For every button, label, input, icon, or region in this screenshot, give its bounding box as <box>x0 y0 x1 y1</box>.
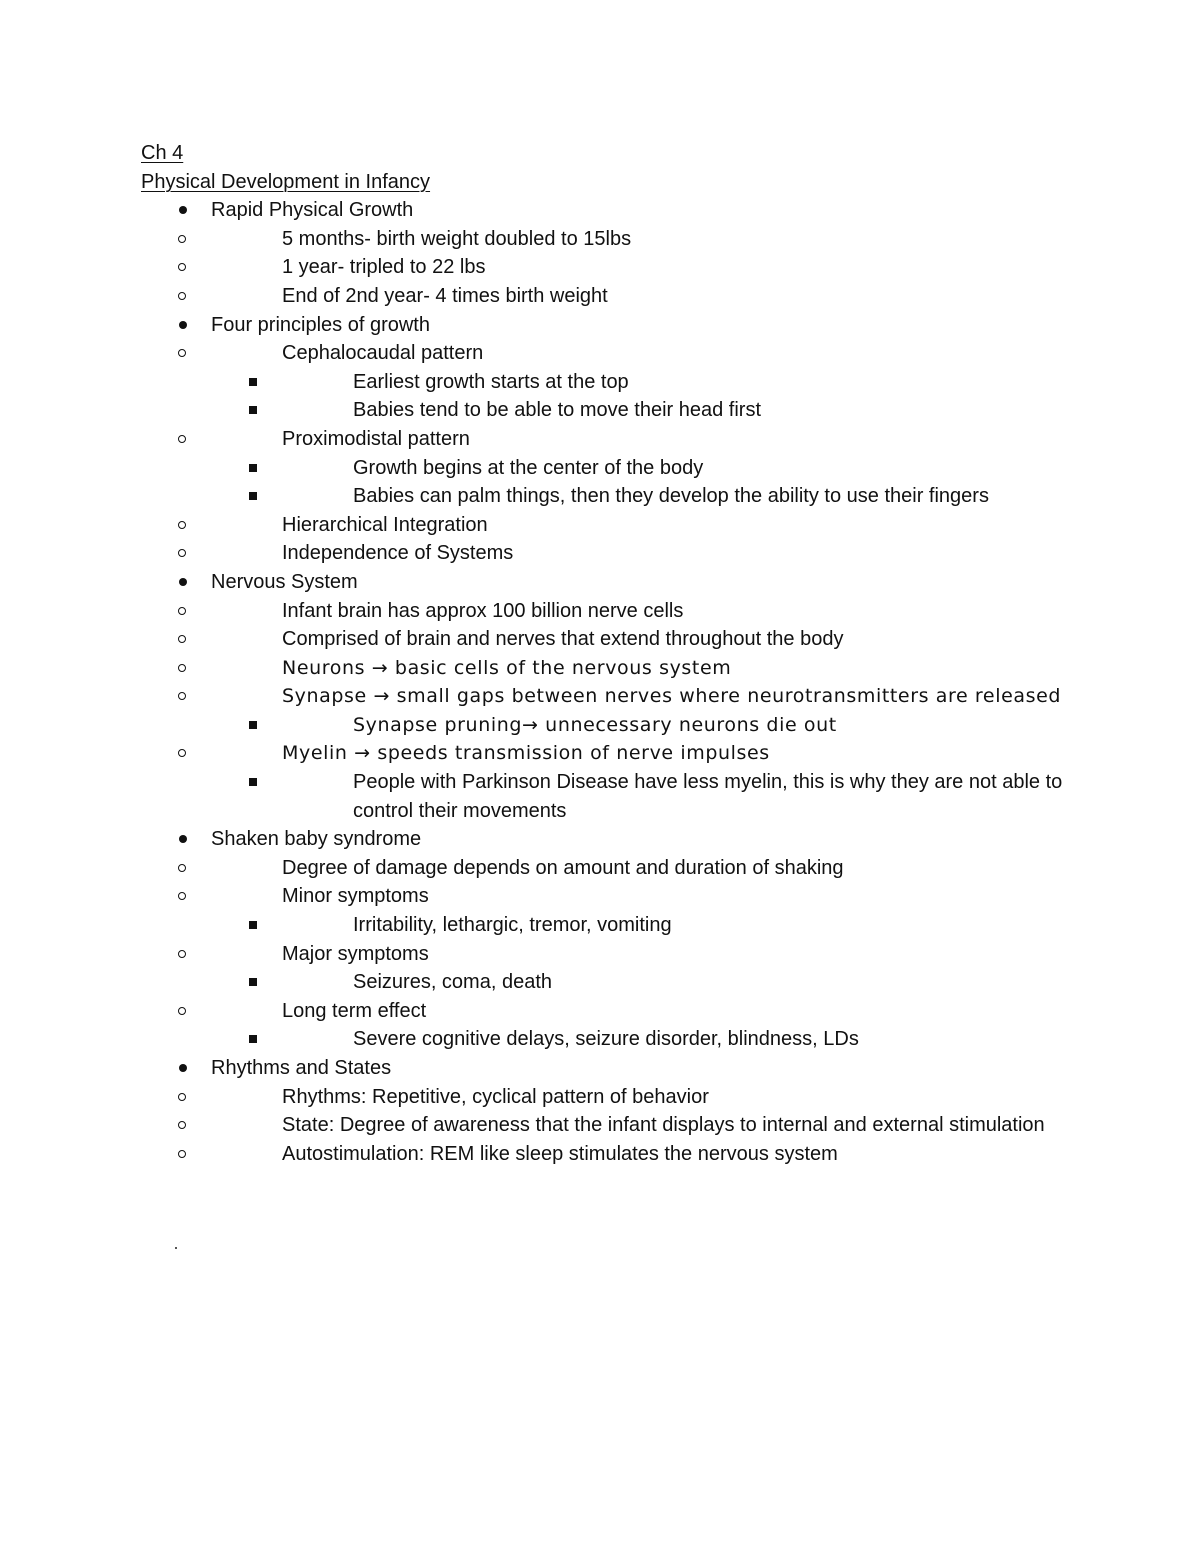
item-text: Severe cognitive delays, seizure disorder, blindness, LDs <box>353 1028 859 1051</box>
list-item <box>211 1111 1071 1140</box>
section-item <box>141 1054 1071 1168</box>
item-text: Babies can palm things, then they develop the ability to use their fingers <box>353 485 989 508</box>
list-item <box>211 682 1071 739</box>
circle-bullet-icon <box>178 521 186 529</box>
circle-bullet-icon <box>178 435 186 443</box>
bullet-icon <box>179 1064 187 1072</box>
circle-bullet-icon <box>178 864 186 872</box>
circle-bullet-icon <box>178 1093 186 1101</box>
circle-bullet-icon <box>178 235 186 243</box>
circle-bullet-icon <box>178 292 186 300</box>
sublist <box>211 225 1071 311</box>
list-item <box>211 282 1071 311</box>
square-bullet-icon <box>249 1035 257 1043</box>
circle-bullet-icon <box>178 1121 186 1129</box>
list-item <box>211 597 1071 626</box>
section-item <box>141 568 1071 825</box>
list-item <box>282 396 1071 425</box>
circle-bullet-icon <box>178 950 186 958</box>
circle-bullet-icon <box>178 692 186 700</box>
square-bullet-icon <box>249 921 257 929</box>
item-text: Neurons → basic cells of the nervous system <box>282 656 732 679</box>
list-item <box>211 940 1071 997</box>
list-item <box>282 968 1071 997</box>
stray-dot <box>175 1247 177 1249</box>
list-item <box>282 911 1071 940</box>
sublist <box>282 368 1071 425</box>
item-text: Degree of damage depends on amount and duration of shaking <box>282 856 844 879</box>
circle-bullet-icon <box>178 1150 186 1158</box>
list-item <box>211 425 1071 511</box>
list-item <box>211 511 1071 540</box>
circle-bullet-icon <box>178 349 186 357</box>
list-item <box>282 1025 1071 1054</box>
bullet-icon <box>179 578 187 586</box>
page-title: Physical Development in Infancy <box>141 170 431 193</box>
list-item <box>282 368 1071 397</box>
item-text: Cephalocaudal pattern <box>282 342 484 365</box>
circle-bullet-icon <box>178 635 186 643</box>
item-text: Proximodistal pattern <box>282 427 470 450</box>
sublist <box>282 1025 1071 1054</box>
item-text: Major symptoms <box>282 942 429 965</box>
item-text: 1 year- tripled to 22 lbs <box>282 256 486 279</box>
list-item <box>211 739 1071 825</box>
section-label: Four principles of growth <box>211 313 430 336</box>
list-item <box>211 539 1071 568</box>
section-label: Rhythms and States <box>211 1057 392 1079</box>
list-item <box>282 768 1071 825</box>
list-item <box>211 1083 1071 1112</box>
item-text: Myelin → speeds transmission of nerve impulses <box>282 742 770 765</box>
item-text: People with Parkinson Disease have less myelin, this is why they are not able to control their movements <box>353 771 1063 822</box>
item-text: Infant brain has approx 100 billion nerve cells <box>282 599 684 622</box>
item-text: Earliest growth starts at the top <box>353 370 629 393</box>
sublist <box>211 339 1071 568</box>
sublist <box>282 768 1071 825</box>
item-text: Hierarchical Integration <box>282 513 488 536</box>
circle-bullet-icon <box>178 263 186 271</box>
sublist <box>282 454 1071 511</box>
list-item <box>211 854 1071 883</box>
square-bullet-icon <box>249 721 257 729</box>
square-bullet-icon <box>249 464 257 472</box>
item-text: State: Degree of awareness that the infant displays to internal and external stimulation <box>282 1114 1045 1137</box>
outline-list <box>141 196 1071 1168</box>
bullet-icon <box>179 321 187 329</box>
item-text: Independence of Systems <box>282 542 514 565</box>
sublist <box>211 1083 1071 1169</box>
notes-body <box>141 139 1071 1168</box>
circle-bullet-icon <box>178 892 186 900</box>
list-item <box>211 654 1071 683</box>
list-item <box>211 882 1071 939</box>
list-item <box>211 625 1071 654</box>
sublist <box>211 597 1071 826</box>
section-label: Shaken baby syndrome <box>211 828 422 851</box>
item-text: End of 2nd year- 4 times birth weight <box>282 284 608 307</box>
section-item <box>141 311 1071 568</box>
item-text: Comprised of brain and nerves that extend throughout the body <box>282 628 844 651</box>
list-item <box>282 454 1071 483</box>
square-bullet-icon <box>249 978 257 986</box>
square-bullet-icon <box>249 406 257 414</box>
sublist <box>282 711 1071 740</box>
item-text: 5 months- birth weight doubled to 15lbs <box>282 227 632 250</box>
bullet-icon <box>179 206 187 214</box>
section-item <box>141 196 1071 310</box>
sublist <box>282 968 1071 997</box>
item-text: Synapse → small gaps between nerves where neurotransmitters are released <box>282 685 1062 708</box>
list-item <box>211 339 1071 425</box>
item-text: Babies tend to be able to move their head first <box>353 399 762 422</box>
list-item <box>211 1140 1071 1169</box>
sublist <box>211 854 1071 1054</box>
list-item <box>282 482 1071 511</box>
item-text: Growth begins at the center of the body <box>353 456 704 479</box>
item-text: Autostimulation: REM like sleep stimulates the nervous system <box>282 1142 838 1165</box>
list-item <box>211 253 1071 282</box>
list-item <box>211 997 1071 1054</box>
circle-bullet-icon <box>178 1007 186 1015</box>
section-item <box>141 825 1071 1054</box>
circle-bullet-icon <box>178 549 186 557</box>
square-bullet-icon <box>249 492 257 500</box>
item-text: Long term effect <box>282 999 427 1022</box>
item-text: Synapse pruning→ unnecessary neurons die out <box>353 713 837 736</box>
circle-bullet-icon <box>178 607 186 615</box>
list-item <box>211 225 1071 254</box>
square-bullet-icon <box>249 378 257 386</box>
section-label: Nervous System <box>211 570 358 593</box>
item-text: Seizures, coma, death <box>353 971 552 994</box>
bullet-icon <box>179 835 187 843</box>
list-item <box>282 711 1071 740</box>
item-text: Minor symptoms <box>282 885 429 908</box>
circle-bullet-icon <box>178 749 186 757</box>
square-bullet-icon <box>249 778 257 786</box>
chapter-heading: Ch 4 <box>141 142 184 164</box>
circle-bullet-icon <box>178 664 186 672</box>
section-label: Rapid Physical Growth <box>211 199 414 222</box>
item-text: Rhythms: Repetitive, cyclical pattern of behavior <box>282 1085 709 1108</box>
item-text: Irritability, lethargic, tremor, vomiting <box>353 914 672 937</box>
sublist <box>282 911 1071 940</box>
